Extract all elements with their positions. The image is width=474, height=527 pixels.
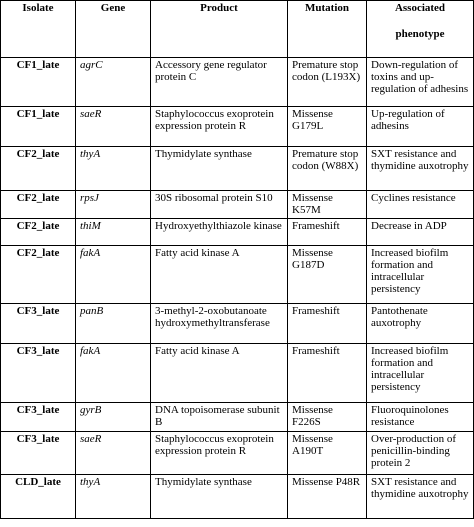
- cell-isolate: CF1_late: [1, 58, 76, 107]
- cell-phenotype: Down-regulation of toxins and up-regulation of adhesins: [367, 58, 474, 107]
- table-row: [1, 147, 474, 191]
- cell-isolate: CF2_late: [1, 147, 76, 191]
- table-row: [1, 191, 474, 219]
- cell-phenotype: Decrease in ADP: [367, 219, 474, 246]
- cell-product: DNA topoisomerase subunit B: [151, 403, 288, 432]
- cell-mutation: Frameshift: [288, 344, 367, 403]
- cell-isolate: CLD_late: [1, 475, 76, 519]
- table-row: [1, 246, 474, 304]
- cell-gene: saeR: [76, 432, 151, 475]
- header-phenotype: [367, 1, 474, 58]
- cell-isolate: CF3_late: [1, 304, 76, 344]
- cell-product: Accessory gene regulator protein C: [151, 58, 288, 107]
- table-row: [1, 58, 474, 107]
- cell-gene: gyrB: [76, 403, 151, 432]
- cell-isolate: CF3_late: [1, 344, 76, 403]
- cell-product: Fatty acid kinase A: [151, 344, 288, 403]
- cell-isolate: CF1_late: [1, 107, 76, 147]
- cell-phenotype: SXT resistance and thymidine auxotrophy: [367, 475, 474, 519]
- cell-gene: thyA: [76, 475, 151, 519]
- cell-phenotype: Cyclines resistance: [367, 191, 474, 219]
- cell-isolate: CF2_late: [1, 246, 76, 304]
- cell-product: Fatty acid kinase A: [151, 246, 288, 304]
- cell-product: Staphylococcus exoprotein expression protein R: [151, 432, 288, 475]
- table-row: [1, 432, 474, 475]
- cell-phenotype: Increased biofilm formation and intracellular persistency: [367, 344, 474, 403]
- cell-mutation: Premature stop codon (W88X): [288, 147, 367, 191]
- table-row: [1, 475, 474, 519]
- cell-gene: fakA: [76, 246, 151, 304]
- header-row: [1, 1, 474, 58]
- table-row: [1, 107, 474, 147]
- header-phenotype-line2: phenotype: [395, 28, 445, 40]
- cell-mutation: Missense F226S: [288, 403, 367, 432]
- cell-mutation: Missense P48R: [288, 475, 367, 519]
- cell-phenotype: Fluoroquinolones resistance: [367, 403, 474, 432]
- cell-mutation: Missense G187D: [288, 246, 367, 304]
- cell-gene: thiM: [76, 219, 151, 246]
- cell-isolate: CF3_late: [1, 432, 76, 475]
- cell-product: 30S ribosomal protein S10: [151, 191, 288, 219]
- cell-phenotype: Over-production of penicillin-binding protein 2: [367, 432, 474, 475]
- cell-isolate: CF3_late: [1, 403, 76, 432]
- cell-mutation: Missense K57M: [288, 191, 367, 219]
- cell-isolate: CF2_late: [1, 191, 76, 219]
- table-row: [1, 304, 474, 344]
- cell-gene: panB: [76, 304, 151, 344]
- cell-isolate: CF2_late: [1, 219, 76, 246]
- header-phenotype-line1: Associated: [394, 2, 446, 14]
- cell-product: Thymidylate synthase: [151, 147, 288, 191]
- header-isolate: Isolate: [1, 1, 76, 58]
- cell-mutation: Missense A190T: [288, 432, 367, 475]
- cell-mutation: Premature stop codon (L193X): [288, 58, 367, 107]
- cell-mutation: Missense G179L: [288, 107, 367, 147]
- cell-phenotype: Up-regulation of adhesins: [367, 107, 474, 147]
- cell-gene: thyA: [76, 147, 151, 191]
- cell-phenotype: Pantothenate auxotrophy: [367, 304, 474, 344]
- cell-gene: saeR: [76, 107, 151, 147]
- table-row: [1, 403, 474, 432]
- cell-gene: rpsJ: [76, 191, 151, 219]
- cell-mutation: Frameshift: [288, 219, 367, 246]
- cell-phenotype: SXT resistance and thymidine auxotrophy: [367, 147, 474, 191]
- cell-gene: agrC: [76, 58, 151, 107]
- cell-product: Staphylococcus exoprotein expression protein R: [151, 107, 288, 147]
- cell-product: Hydroxyethylthiazole kinase: [151, 219, 288, 246]
- cell-product: 3-methyl-2-oxobutanoate hydroxymethyltransferase: [151, 304, 288, 344]
- cell-product: Thymidylate synthase: [151, 475, 288, 519]
- header-product: Product: [151, 1, 288, 58]
- header-gene: Gene: [76, 1, 151, 58]
- cell-mutation: Frameshift: [288, 304, 367, 344]
- header-mutation: Mutation: [288, 1, 367, 58]
- table-row: [1, 219, 474, 246]
- cell-gene: fakA: [76, 344, 151, 403]
- table-row: [1, 344, 474, 403]
- cell-phenotype: Increased biofilm formation and intracellular persistency: [367, 246, 474, 304]
